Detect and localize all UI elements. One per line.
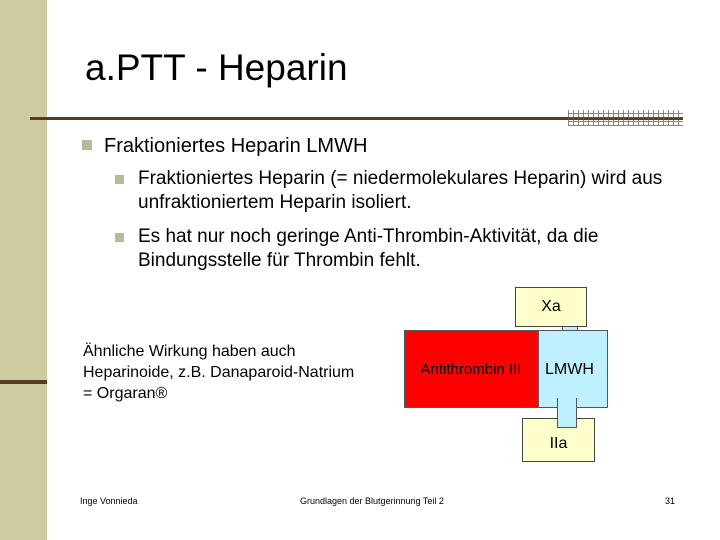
bullet-level2-text: Fraktioniertes Heparin (= niedermolekulares Heparin) wird aus unfraktioniertem Heparin isoliert.	[138, 168, 663, 213]
slide-title: a.PTT - Heparin	[85, 47, 348, 88]
rule-grid-decoration	[568, 110, 683, 126]
antithrombin-label: Antithrombin III	[420, 361, 522, 378]
sidebar-accent	[0, 380, 47, 384]
bullet-level1-text: Fraktioniertes Heparin LMWH	[104, 135, 368, 157]
bullet-level2-text: Es hat nur noch geringe Anti-Thrombin-Aktivität, da die Bindungsstelle für Thrombin fehlt.	[138, 226, 599, 271]
sidebar-band	[0, 0, 47, 540]
footer-course: Grundlagen der Blutgerinnung Teil 2	[300, 496, 444, 506]
square-bullet-icon	[82, 140, 92, 150]
iia-label: IIa	[549, 435, 568, 452]
xa-label: Xa	[541, 298, 561, 315]
footer-page-number: 31	[665, 496, 676, 506]
square-bullet-icon	[115, 233, 124, 242]
side-note: Ähnliche Wirkung haben auch Heparinoide, z.B. Danaparoid-Natrium = Orgaran®	[83, 343, 355, 402]
iia-binding-notch	[557, 398, 577, 428]
lmwh-box	[538, 330, 608, 408]
square-bullet-icon	[115, 175, 124, 184]
footer-author: Inge Vonnieda	[80, 496, 138, 506]
lmwh-label: LMWH	[545, 361, 594, 378]
xa-box	[515, 287, 587, 327]
antithrombin-box	[404, 330, 538, 408]
